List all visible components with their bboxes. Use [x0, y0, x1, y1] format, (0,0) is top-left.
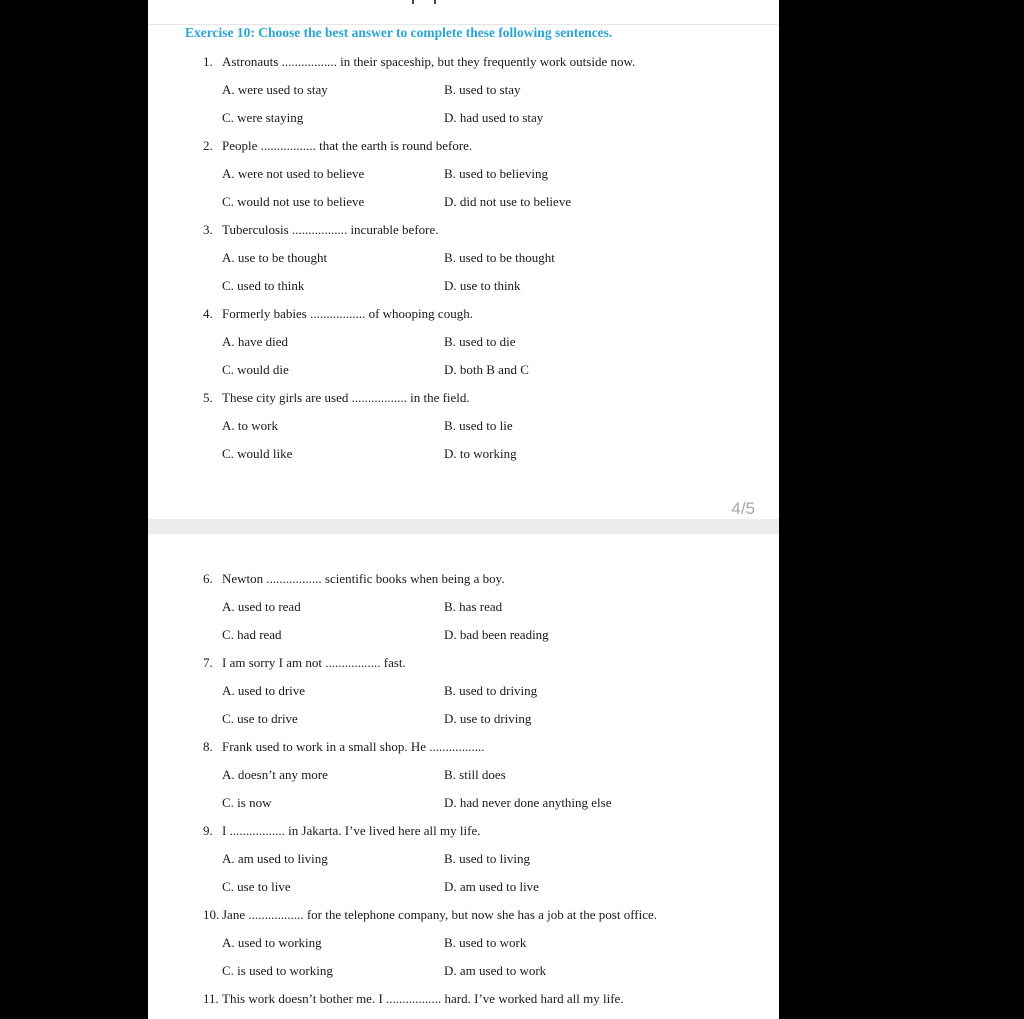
- option-c: C. were staying: [222, 110, 304, 125]
- question-text: Astronauts ................. in their spaceship, but they frequently work outside now.: [222, 54, 636, 69]
- option-b: B. used to be thought: [444, 250, 555, 265]
- option-d: D. bad been reading: [444, 627, 549, 642]
- option-b: B. used to believing: [444, 166, 548, 181]
- option-d: D. had never done anything else: [444, 795, 612, 810]
- option-d: D. am used to work: [444, 963, 547, 978]
- option-d: D. did not use to believe: [444, 194, 572, 209]
- option-a: A. to work: [222, 418, 278, 433]
- option-a: A. use to be thought: [222, 250, 328, 265]
- question-number: 4.: [203, 306, 213, 321]
- question-number: 11.: [203, 991, 219, 1006]
- question-text: These city girls are used ................. in the field.: [222, 390, 470, 405]
- question-8: [203, 739, 485, 755]
- exercise-heading: Exercise 10: Choose the best answer to complete these following sentences.: [185, 25, 613, 40]
- option-a: A. used to read: [222, 599, 301, 614]
- option-b: B. used to lie: [444, 418, 513, 433]
- question-11: [203, 991, 624, 1007]
- question-number: 9.: [203, 823, 213, 838]
- question-text: Jane ................. for the telephone company, but now she has a job at the post office.: [222, 907, 658, 922]
- option-a: A. doesn’t any more: [222, 767, 328, 782]
- option-c: C. had read: [222, 627, 282, 642]
- option-d: D. had used to stay: [444, 110, 544, 125]
- question-text: Frank used to work in a small shop. He .................: [222, 739, 485, 754]
- question-number: 8.: [203, 739, 213, 754]
- page-number-indicator: 4/5: [731, 499, 755, 518]
- option-b: B. used to stay: [444, 82, 521, 97]
- option-c: C. use to live: [222, 879, 291, 894]
- option-a: A. am used to living: [222, 851, 328, 866]
- question-number: 5.: [203, 390, 213, 405]
- text-fragment: [412, 0, 414, 4]
- option-a: A. were not used to believe: [222, 166, 365, 181]
- option-d: D. use to think: [444, 278, 521, 293]
- option-c: C. is used to working: [222, 963, 333, 978]
- option-d: D. am used to live: [444, 879, 539, 894]
- option-a: A. were used to stay: [222, 82, 328, 97]
- option-c: C. used to think: [222, 278, 305, 293]
- question-text: Newton ................. scientific books when being a boy.: [222, 571, 505, 586]
- question-text: This work doesn’t bother me. I ................. hard. I’ve worked hard all my life.: [222, 991, 624, 1006]
- option-b: B. used to work: [444, 935, 527, 950]
- question-text: Tuberculosis ................. incurable before.: [222, 222, 439, 237]
- question-text: I ................. in Jakarta. I’ve lived here all my life.: [222, 823, 481, 838]
- option-d: D. to working: [444, 446, 517, 461]
- option-d: D. use to driving: [444, 711, 532, 726]
- previous-page-bottom-edge: [148, 0, 779, 25]
- question-5: [203, 390, 470, 406]
- document-page-5: [148, 534, 779, 1019]
- option-c: C. would die: [222, 362, 289, 377]
- question-text: People ................. that the earth is round before.: [222, 138, 473, 153]
- option-b: B. has read: [444, 599, 503, 614]
- question-7: [203, 655, 406, 671]
- question-9: [203, 823, 480, 839]
- question-text: Formerly babies ................. of whooping cough.: [222, 306, 473, 321]
- option-b: B. used to die: [444, 334, 516, 349]
- option-a: A. used to drive: [222, 683, 306, 698]
- question-1: [203, 54, 635, 70]
- option-c: C. would like: [222, 446, 293, 461]
- question-6: [203, 571, 505, 587]
- document-viewer[interactable]: [148, 0, 779, 1019]
- question-4: [203, 306, 473, 322]
- option-c: C. would not use to believe: [222, 194, 365, 209]
- option-a: A. used to working: [222, 935, 322, 950]
- question-number: 7.: [203, 655, 213, 670]
- question-number: 1.: [203, 54, 213, 69]
- option-c: C. use to drive: [222, 711, 298, 726]
- option-d: D. both B and C: [444, 362, 529, 377]
- text-fragment: [434, 0, 436, 4]
- question-number: 3.: [203, 222, 213, 237]
- question-number: 10.: [203, 907, 220, 922]
- question-10: [203, 907, 657, 923]
- question-number: 6.: [203, 571, 213, 586]
- option-a: A. have died: [222, 334, 289, 349]
- option-b: B. used to driving: [444, 683, 538, 698]
- question-3: [203, 222, 439, 238]
- question-2: [203, 138, 472, 154]
- question-number: 2.: [203, 138, 213, 153]
- document-page-4: [148, 0, 779, 519]
- question-text: I am sorry I am not ................. fast.: [222, 655, 406, 670]
- option-b: B. used to living: [444, 851, 530, 866]
- option-c: C. is now: [222, 795, 272, 810]
- option-b: B. still does: [444, 767, 506, 782]
